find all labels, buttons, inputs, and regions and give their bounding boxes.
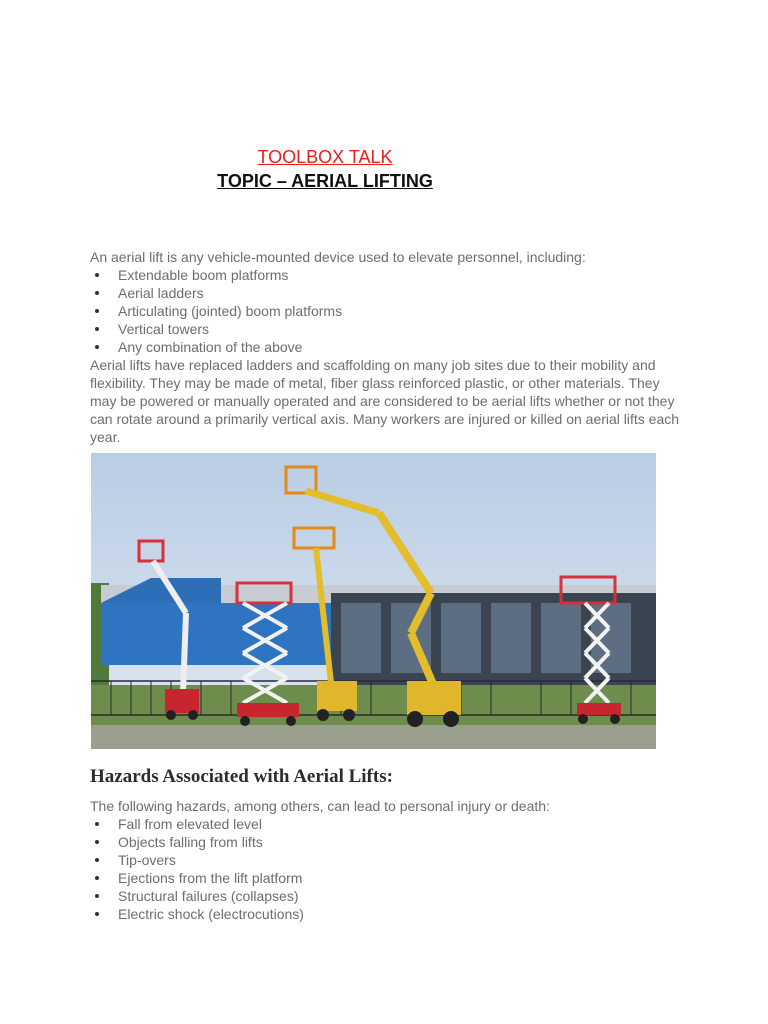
list-item: Structural failures (collapses) bbox=[90, 887, 304, 905]
hazards-lead: The following hazards, among others, can lead to personal injury or death: bbox=[90, 798, 550, 814]
intro-lead: An aerial lift is any vehicle-mounted device used to elevate personnel, including: bbox=[90, 249, 586, 265]
list-item: Articulating (jointed) boom platforms bbox=[90, 302, 342, 320]
list-item: Extendable boom platforms bbox=[90, 266, 342, 284]
topic-title: TOPIC – AERIAL LIFTING bbox=[217, 171, 433, 191]
intro-paragraph: Aerial lifts have replaced ladders and scaffolding on many job sites due to their mobility and flexibility. They may be made of metal, fiber glass reinforced plastic, or other materials. They may be powered or manually operated and are considered to be aerial lifts whether or not they can rotate around a primarily vertical axis. Many workers are injured or killed on aerial lifts each year. bbox=[90, 357, 680, 445]
list-item: Vertical towers bbox=[90, 320, 342, 338]
document-title: TOOLBOX TALK bbox=[257, 147, 393, 167]
list-item: Aerial ladders bbox=[90, 284, 342, 302]
lift-types-list bbox=[90, 266, 342, 356]
list-item: Electric shock (electrocutions) bbox=[90, 905, 304, 923]
hazards-list bbox=[90, 815, 304, 923]
list-item: Fall from elevated level bbox=[90, 815, 304, 833]
aerial-lifts-photo bbox=[91, 453, 656, 749]
list-item: Objects falling from lifts bbox=[90, 833, 304, 851]
list-item: Tip-overs bbox=[90, 851, 304, 869]
hazards-heading: Hazards Associated with Aerial Lifts: bbox=[90, 766, 393, 787]
list-item: Any combination of the above bbox=[90, 338, 342, 356]
list-item: Ejections from the lift platform bbox=[90, 869, 304, 887]
